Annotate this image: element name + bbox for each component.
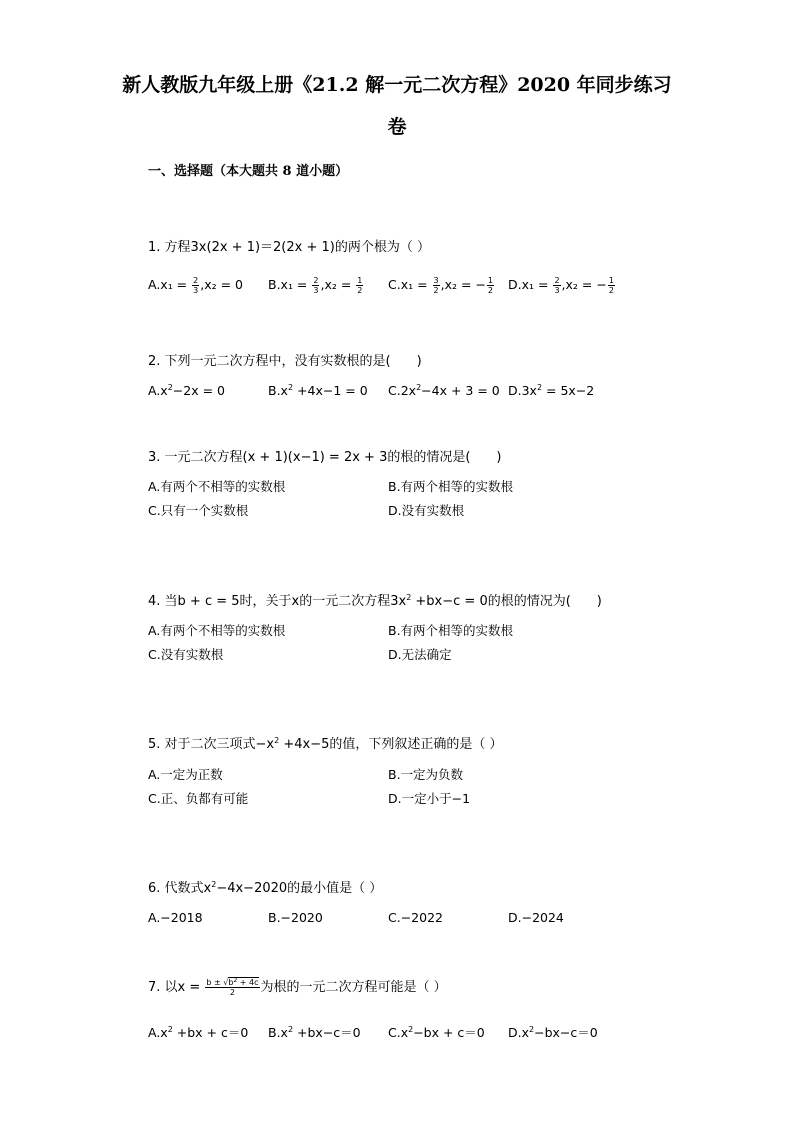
question-2-option-d: $D.3x^2 = 5x-2$ — [508, 383, 595, 398]
question-5-option-d: D.一定小于−1 — [388, 791, 471, 806]
question-6-option-b: B.−2020 — [268, 910, 323, 925]
question-1-option-a: A.x₁ = $\frac{2}{3}$ ,x₂ = 0 — [148, 276, 243, 295]
question-5-option-b: B.一定为负数 — [388, 767, 464, 782]
question-2-option-c: $C.2x^2-4x + 3 = 0$ — [388, 383, 500, 398]
question-3-option-c: C.只有一个实数根 — [148, 503, 249, 518]
section-heading: 一、选择题（本大题共 8 道小题） — [148, 164, 349, 179]
root-formula-fraction: $\frac{b \pm √b^2 + 4c}{2}$ — [206, 977, 259, 997]
question-4-option-d: D.无法确定 — [388, 647, 452, 662]
question-5-option-a: A.一定为正数 — [148, 767, 223, 782]
document-title-line2: 卷 — [387, 116, 407, 138]
question-3-option-b: B.有两个相等的实数根 — [388, 479, 514, 494]
question-1-option-b: B.x₁ = $\frac{2}{3}$ ,x₂ = $\frac{1}{2}$ — [268, 276, 363, 295]
question-6-option-d: D.−2024 — [508, 910, 564, 925]
document-title-line1: 新人教版九年级上册《21.2 解一元二次方程》2020 年同步练习 — [122, 74, 672, 96]
question-7-option-c: $C.x^2-bx + c=0$ — [388, 1025, 485, 1040]
question-1-stem: 1. 方程3x(2x + 1)＝2(2x + 1)的两个根为（ ） — [148, 240, 430, 255]
question-4-stem: 4. 当b + c = 5时，关于x的一元二次方程$3x^2 +bx-c = 0$的根的情况为( ) — [148, 593, 602, 609]
question-7-option-b: $B.x^2 +bx-c=0$ — [268, 1025, 361, 1040]
question-1-option-c: C.x₁ = $\frac{3}{2}$ ,x₂ = − $\frac{1}{2}$ — [388, 276, 493, 295]
question-5-stem: 5. 对于二次三项式$-x^2 +4x-5$的值，下列叙述正确的是（ ） — [148, 736, 503, 752]
question-4-option-c: C.没有实数根 — [148, 647, 224, 662]
question-6-stem: 6. 代数式$x^2-4x-2020$的最小值是（ ） — [148, 880, 383, 896]
question-6-option-c: C.−2022 — [388, 910, 443, 925]
question-1-option-d: D.x₁ = $\frac{2}{3}$ ,x₂ = − $\frac{1}{2}$ — [508, 276, 614, 295]
question-3-option-d: D.没有实数根 — [388, 503, 465, 518]
question-5-option-c: C.正、负都有可能 — [148, 791, 249, 806]
question-7-option-d: $D.x^2-bx-c=0$ — [508, 1025, 598, 1040]
question-4-option-a: A.有两个不相等的实数根 — [148, 623, 286, 638]
question-2-option-a: $A.x^2-2x = 0$ — [148, 383, 225, 398]
question-7-option-a: $A.x^2 +bx + c=0$ — [148, 1025, 249, 1040]
question-4-option-b: B.有两个相等的实数根 — [388, 623, 514, 638]
question-3-stem: 3. 一元二次方程(x + 1)(x−1) = 2x + 3的根的情况是( ) — [148, 450, 502, 465]
question-2-stem: 2. 下列一元二次方程中，没有实数根的是( ) — [148, 354, 422, 369]
question-6-option-a: A.−2018 — [148, 910, 203, 925]
question-7-stem: 7. 以x = $\frac{b \pm √b^2 + 4c}{2}$ 为根的一元二次方程可能是（ ） — [148, 977, 447, 997]
question-2-option-b: $B.x^2 +4x-1 = 0$ — [268, 383, 368, 398]
question-3-option-a: A.有两个不相等的实数根 — [148, 479, 286, 494]
